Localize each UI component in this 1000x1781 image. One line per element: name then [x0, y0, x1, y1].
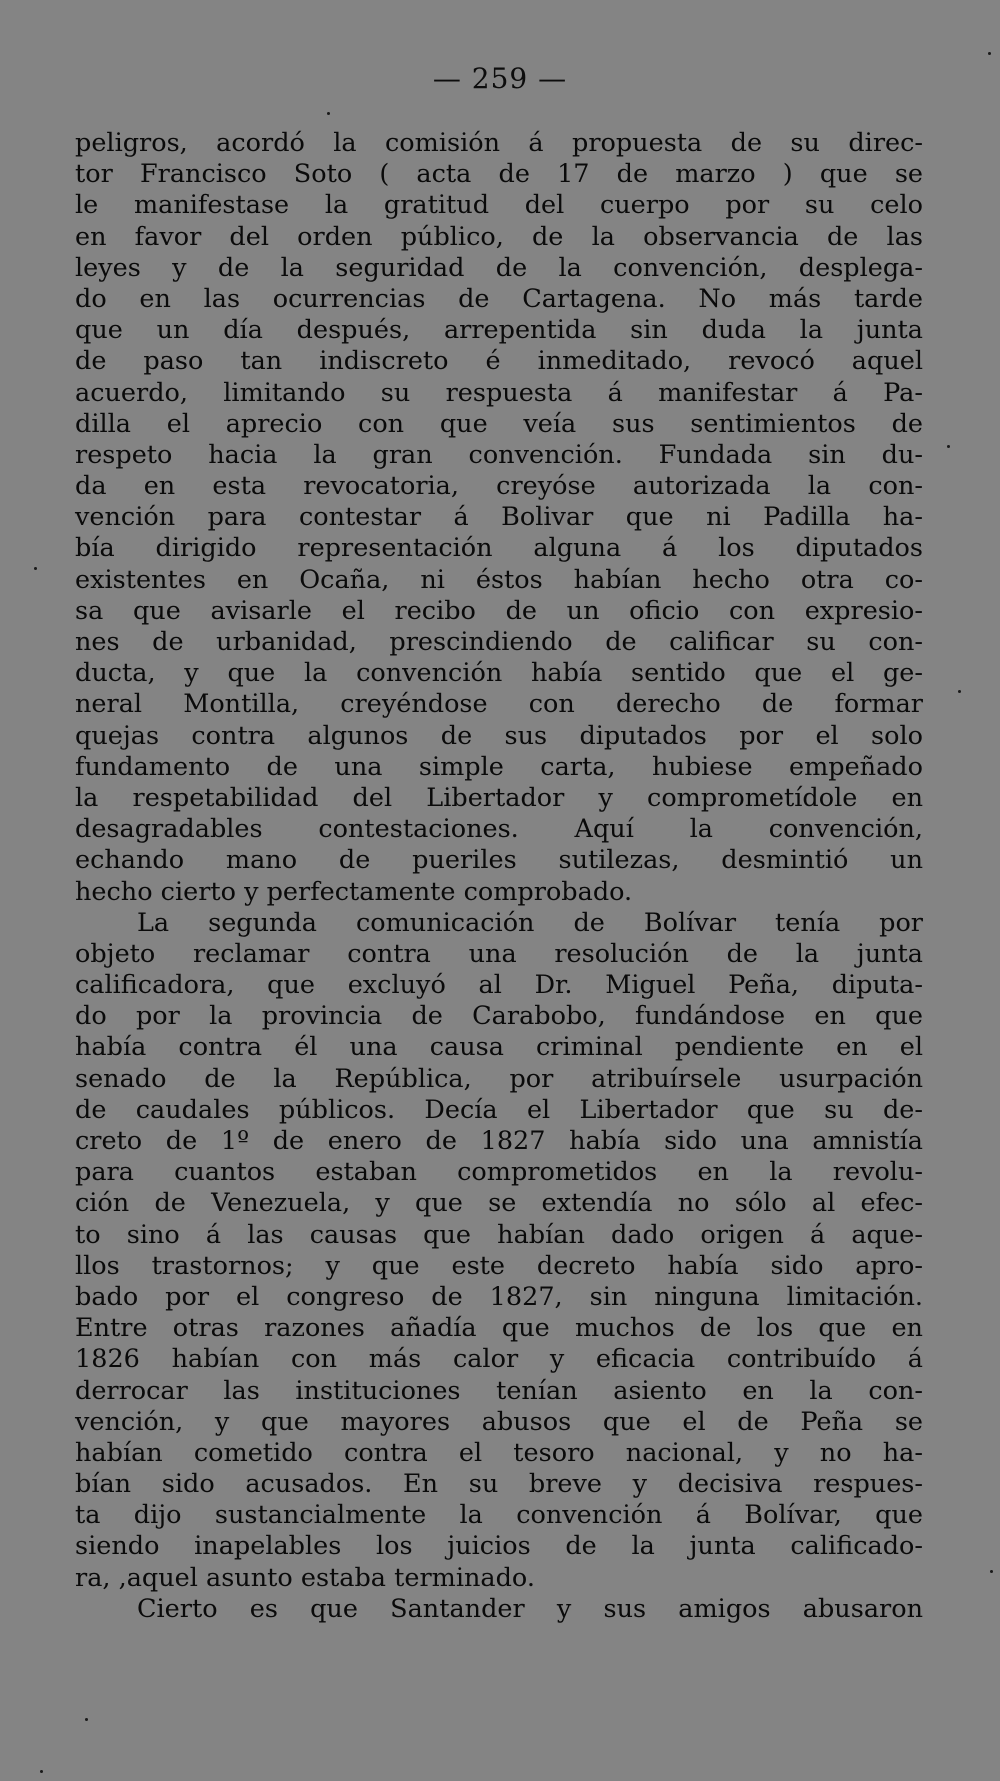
text-line: peligros, acordó la comisión á propuesta de su direc-	[75, 128, 923, 158]
scan-speck	[327, 112, 330, 115]
text-line: en favor del orden público, de la observancia de las	[75, 221, 923, 252]
text-line: do en las ocurrencias de Cartagena. No más tarde	[75, 283, 923, 314]
text-line: to sino á las causas que habían dado origen á aque-	[75, 1219, 923, 1250]
scan-speck	[85, 1718, 88, 1721]
text-line: sa que avisarle el recibo de un oficio con expresio-	[75, 595, 923, 626]
text-line: ducta, y que la convención había sentido que el ge-	[75, 658, 923, 689]
text-line: echando mano de pueriles sutilezas, desmintió un	[75, 845, 923, 876]
text-line: acuerdo, limitando su respuesta á manifestar á Pa-	[75, 377, 923, 408]
text-line: dilla el aprecio con que veía sus sentimientos de	[75, 408, 923, 439]
text-line: hecho cierto y perfectamente comprobado.	[75, 876, 633, 907]
text-line: senado de la República, por atribuírsele usurpación	[75, 1063, 923, 1094]
text-line: Cierto es que Santander y sus amigos abusaron	[137, 1593, 923, 1624]
text-line: objeto reclamar contra una resolución de la junta	[75, 938, 923, 969]
text-line: la respetabilidad del Libertador y comprometídole en	[75, 782, 923, 813]
text-line: do por la provincia de Carabobo, fundándose en que	[75, 1001, 923, 1032]
text-line: calificadora, que excluyó al Dr. Miguel Peña, diputa-	[75, 970, 923, 1001]
text-line: bía dirigido representación alguna á los diputados	[75, 533, 923, 564]
text-line: vención, y que mayores abusos que el de Peña se	[75, 1406, 923, 1437]
text-line: fundamento de una simple carta, hubiese empeñado	[75, 751, 923, 782]
text-line: da en esta revocatoria, creyóse autorizada la con-	[75, 471, 923, 502]
text-line: que un día después, arrepentida sin duda la junta	[75, 315, 923, 346]
scan-speck	[990, 1570, 993, 1573]
scan-speck	[34, 567, 37, 570]
text-line: La segunda comunicación de Bolívar tenía por	[137, 907, 923, 938]
text-line: había contra él una causa criminal pendiente en el	[75, 1032, 923, 1063]
scan-speck	[40, 1770, 43, 1773]
text-line: de caudales públicos. Decía el Libertador que su de-	[75, 1094, 923, 1125]
text-line: creto de 1º de enero de 1827 había sido una amnistía	[75, 1126, 923, 1156]
text-line: Entre otras razones añadía que muchos de los que en	[75, 1313, 923, 1344]
text-line: para cuantos estaban comprometidos en la revolu-	[75, 1157, 923, 1188]
page-number: — 259 —	[432, 62, 568, 95]
text-line: nes de urbanidad, prescindiendo de calificar su con-	[75, 627, 923, 657]
text-line: siendo inapelables los juicios de la junta calificado-	[75, 1531, 923, 1562]
text-line: de paso tan indiscreto é inmeditado, revocó aquel	[75, 346, 923, 377]
text-line: neral Montilla, creyéndose con derecho de formar	[75, 689, 923, 720]
scan-speck	[958, 690, 961, 693]
text-line: desagradables contestaciones. Aquí la convención,	[75, 814, 923, 845]
text-line: derrocar las instituciones tenían asiento en la con-	[75, 1375, 923, 1406]
text-line: respeto hacia la gran convención. Fundada sin du-	[75, 439, 923, 470]
text-line: vención para contestar á Bolivar que ni Padilla ha-	[75, 502, 923, 533]
body-text	[75, 128, 923, 1625]
text-line: leyes y de la seguridad de la convención, desplega-	[75, 252, 923, 283]
text-line: existentes en Ocaña, ni éstos habían hecho otra co-	[75, 564, 923, 595]
text-line: bían sido acusados. En su breve y decisiva respues-	[75, 1469, 923, 1500]
text-line: llos trastornos; y que este decreto había sido apro-	[75, 1250, 923, 1281]
text-line: habían cometido contra el tesoro nacional, y no ha-	[75, 1437, 923, 1468]
text-line: ra, ,aquel asunto estaba terminado.	[75, 1562, 535, 1593]
text-line: quejas contra algunos de sus diputados por el solo	[75, 720, 923, 751]
text-line: 1826 habían con más calor y eficacia contribuído á	[75, 1344, 923, 1375]
scan-speck	[947, 445, 950, 448]
text-line: ta dijo sustancialmente la convención á Bolívar, que	[75, 1500, 923, 1531]
text-line: ción de Venezuela, y que se extendía no sólo al efec-	[75, 1188, 923, 1219]
scan-speck	[988, 52, 991, 55]
text-line: le manifestase la gratitud del cuerpo por su celo	[75, 190, 923, 221]
text-line: tor Francisco Soto ( acta de 17 de marzo ) que se	[75, 159, 923, 190]
text-line: bado por el congreso de 1827, sin ninguna limitación.	[75, 1281, 923, 1312]
